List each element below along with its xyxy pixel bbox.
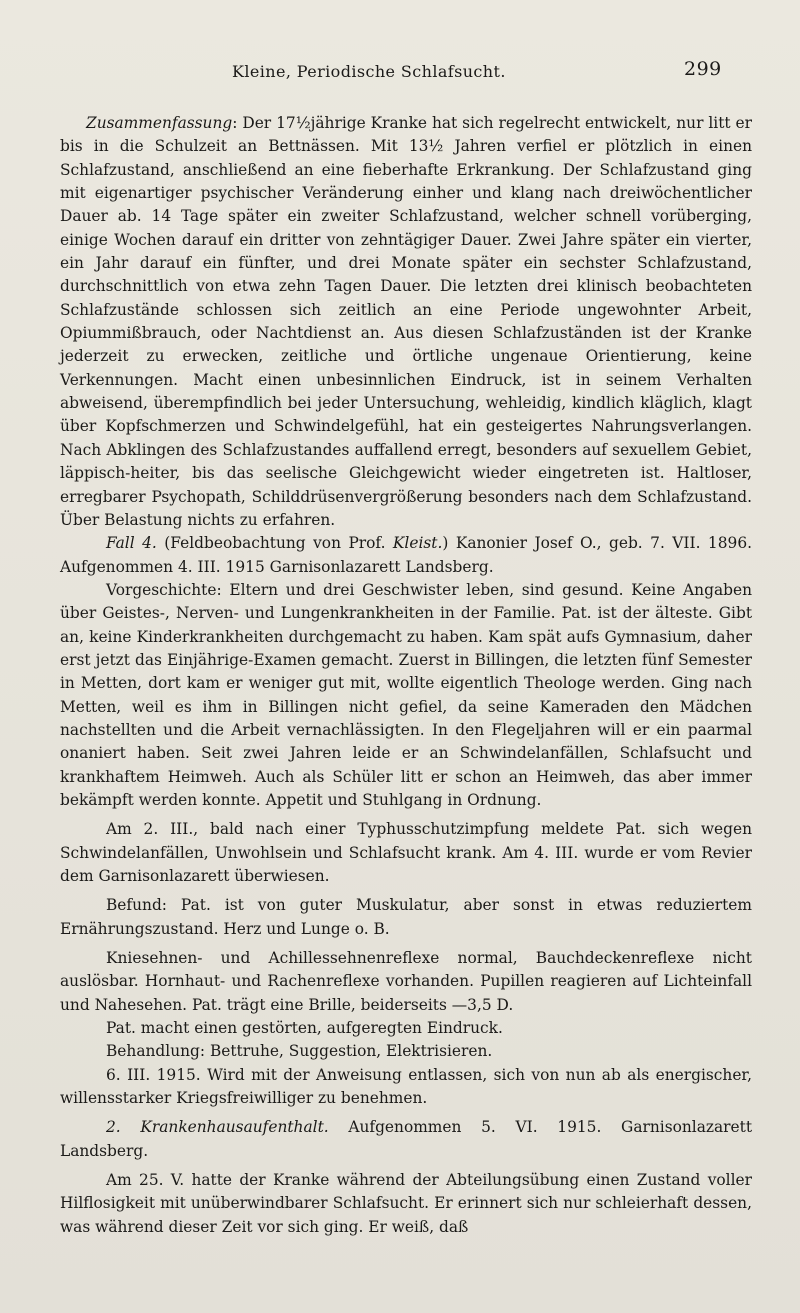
reflexes-paragraph: Kniesehnen- und Achillessehnenreflexe normal, Bauchdeckenreflexe nicht auslösbar. Hornhaut- und Rachenreflexe vorhanden. Pupillen reagieren auf Lichteinfall und Nahesehen. Pat. trägt eine Brille, beiderseits —3,5 D. — [60, 949, 752, 1014]
discharge-paragraph: 6. III. 1915. Wird mit der Anweisung entlassen, sich von nun ab als energischer, willensstarker Kriegsfreiwilliger zu benehmen. — [60, 1065, 752, 1108]
case-4-observer: Kleist. — [392, 534, 443, 553]
impression-paragraph: Pat. macht einen gestörten, aufgeregten Eindruck. — [106, 1019, 503, 1038]
case-4-heading-paragraph — [60, 532, 752, 579]
page-number: 299 — [684, 58, 722, 80]
page-header — [0, 56, 800, 86]
case-4-text-b: ) Kanonier Josef O., geb. 7. VII. 1896. Aufgenommen 4. III. 1915 Garnisonlazarett Landsberg. — [60, 534, 752, 576]
summary-paragraph — [60, 112, 752, 532]
treatment-paragraph: Behandlung: Bettruhe, Suggestion, Elektrisieren. — [106, 1042, 493, 1061]
findings-paragraph: Befund: Pat. ist von guter Muskulatur, aber sonst in etwas reduziertem Ernährungszustand. Herz und Lunge o. B. — [60, 896, 752, 938]
body-text — [60, 112, 752, 1239]
case-4-text-a: (Feldbeobachtung von Prof. — [156, 534, 393, 553]
second-stay-heading: 2. Krankenhausaufenthalt. — [106, 1118, 329, 1137]
running-title: Kleine, Periodische Schlafsucht. — [232, 62, 506, 81]
second-stay-paragraph — [60, 1116, 752, 1163]
history-paragraph: Vorgeschichte: Eltern und drei Geschwister leben, sind gesund. Keine Angaben über Geistes-, Nerven- und Lungenkrankheiten in der Familie. Pat. ist der älteste. Gibt an, keine Kinderkrankheiten durchgemacht zu haben. Kam spät aufs Gymnasium, daher erst jetzt das Einjährige-Examen gemacht. Zuerst in Billingen, die letzten fünf Semester in Metten, dort kam er weniger gut mit, wollte eigentlich Theologe werden. Ging nach Metten, weil es ihm in Billingen nicht gefiel, da seine Kameraden den Mädchen nachstellten und die Arbeit vernachlässigten. In den Flegeljahren will er ein paarmal onaniert haben. Seit zwei Jahren leide er an Schwindelanfällen, Schlafsucht und krankhaftem Heimweh. Auch als Schüler litt er schon an Heimweh, das aber immer bekämpft werden konnte. Appetit und Stuhlgang in Ordnung. — [60, 580, 752, 809]
admission-paragraph: Am 2. III., bald nach einer Typhusschutzimpfung meldete Pat. sich wegen Schwindelanfällen, Unwohlsein und Schlafsucht krank. Am 4. III. wurde er vom Revier dem Garnisonlazarett überwiesen. — [60, 820, 752, 885]
incident-paragraph: Am 25. V. hatte der Kranke während der Abteilungsübung einen Zustand voller Hilflosigkeit mit unüberwindbarer Schlafsucht. Er erinnert sich nur schleierhaft dessen, was während dieser Zeit vor sich ging. Er weiß, daß — [60, 1171, 752, 1236]
case-4-label: Fall 4. — [106, 534, 157, 553]
second-stay-text: Aufgenommen 5. VI. 1915. Garnisonlazarett Landsberg. — [60, 1118, 752, 1160]
summary-text: : Der 17½jährige Kranke hat sich regelrecht entwickelt, nur litt er bis in die Schulzeit an Bettnässen. Mit 13½ Jahren verfiel er plötzlich in einen Schlafzustand, anschließend an eine fieberhafte Erkrankung. Der Schlafzustand ging mit eigenartiger psychischer Veränderung einher und klang nach dreiwöchentlicher Dauer ab. 14 Tage später ein zweiter Schlafzustand, welcher schnell vorüberging, einige Wochen darauf ein dritter von zehntägiger Dauer. Zwei Jahre später ein vierter, ein Jahr darauf ein fünfter, und drei Monate später ein sechster Schlafzustand, durchschnittlich von etwa zehn Tagen Dauer. Die letzten drei klinisch beobachteten Schlafzustände schlossen sich zeitlich an eine Periode ungewohnter Arbeit, Opiummißbrauch, oder Nachtdienst an. Aus diesen Schlafzuständen ist der Kranke jederzeit zu erwecken, zeitliche und örtliche ungenaue Orientierung, keine Verkennungen. Macht einen unbesinnlichen Eindruck, ist in seinem Verhalten abweisend, überempfindlich bei jeder Untersuchung, wehleidig, kindlich kläglich, klagt über Kopfschmerzen und Schwindelgefühl, hat ein gesteigertes Nahrungsverlangen. Nach Abklingen des Schlafzustandes auffallend erregt, besonders auf sexuellem Gebiet, läppisch-heiter, bis das seelische Gleichgewicht wieder eingetreten ist. Haltloser, erregbarer Psychopath, Schilddrüsenvergrößerung besonders nach dem Schlafzustand. Über Belastung nichts zu erfahren. — [60, 114, 752, 529]
summary-heading: Zusammenfassung — [86, 114, 233, 132]
